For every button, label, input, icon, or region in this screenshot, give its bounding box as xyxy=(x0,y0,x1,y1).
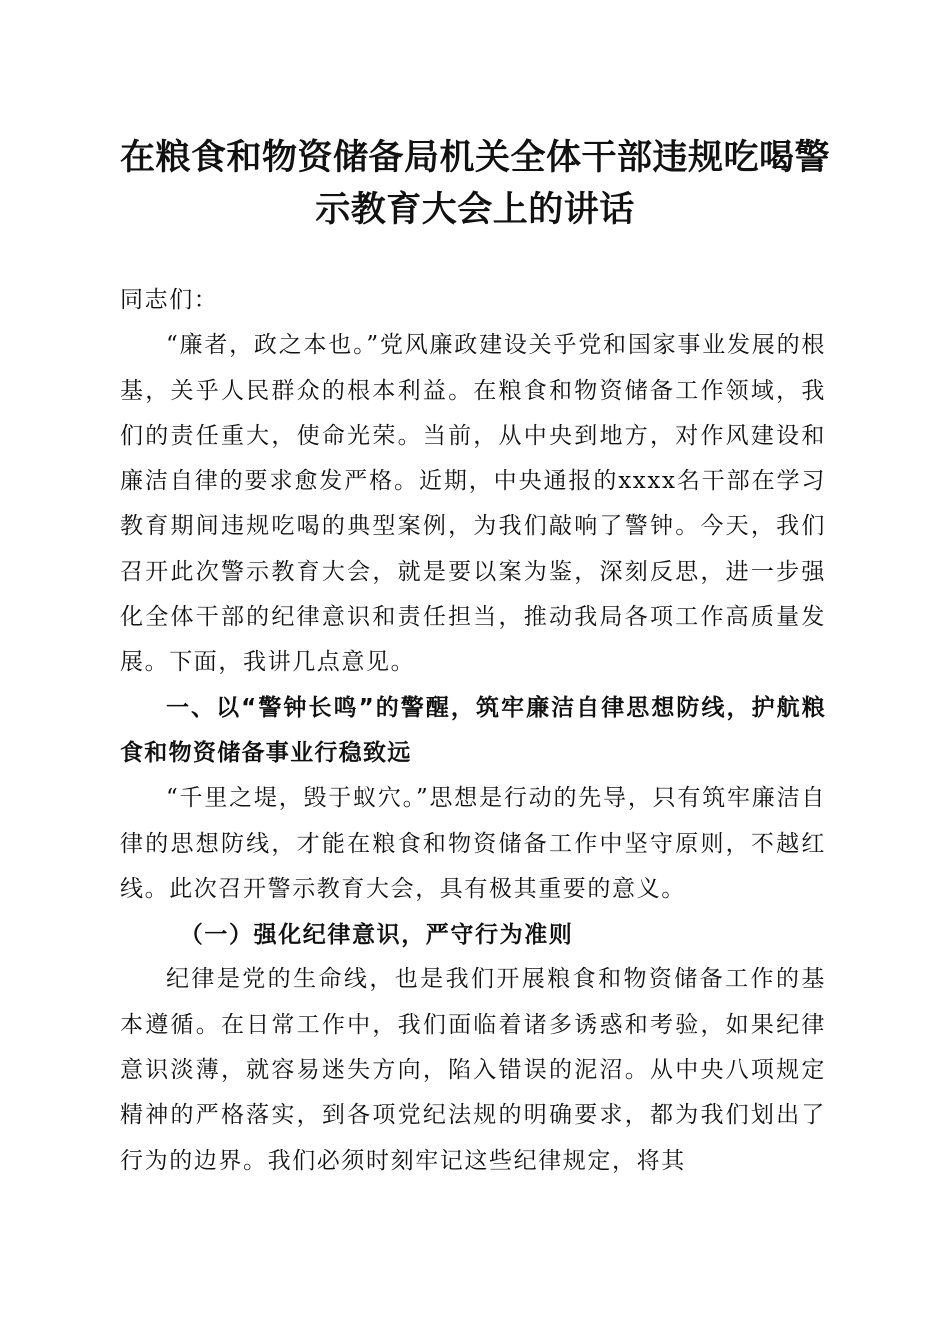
title-line-1: 在粮食和物资储备局机关全体干部违规吃喝警 xyxy=(119,137,830,178)
document-title xyxy=(100,132,850,236)
paragraph-section-1: “千里之堤，毁于蚁穴。”思想是行动的先导，只有筑牢廉洁自律的思想防线，才能在粮食和物资储备工作中坚守原则，不越红线。此次召开警示教育大会，具有极其重要的意义。 xyxy=(120,785,826,902)
document-body xyxy=(120,278,826,1184)
section-heading-1: 一、以“警钟长鸣”的警醒，筑牢廉洁自律思想防线，护航粮食和物资储备事业行稳致远 xyxy=(120,694,826,766)
salutation: 同志们： xyxy=(120,287,219,313)
subsection-heading-1: （一）强化纪律意识，严守行为准则 xyxy=(179,921,574,949)
paragraph-intro: “廉者，政之本也。”党风廉政建设关乎党和国家事业发展的根基，关乎人民群众的根本利益。在粮食和物资储备工作领域，我们的责任重大，使命光荣。当前，从中央到地方，对作风建设和廉洁自律的要求愈发严格。近期，中央通报的xxxx名干部在学习教育期间违规吃喝的典型案例，为我们敲响了警钟。今天，我们召开此次警示教育大会，就是要以案为鉴，深刻反思，进一步强化全体干部的纪律意识和责任担当，推动我局各项工作高质量发展。下面，我讲几点意见。 xyxy=(120,332,826,676)
title-line-2: 示教育大会上的讲话 xyxy=(315,189,635,230)
paragraph-subsection-1: 纪律是党的生命线，也是我们开展粮食和物资储备工作的基本遵循。在日常工作中，我们面临着诸多诱惑和考验，如果纪律意识淡薄，就容易迷失方向，陷入错误的泥沼。从中央八项规定精神的严格落实，到各项党纪法规的明确要求，都为我们划出了行为的边界。我们必须时刻牢记这些纪律规定，将其 xyxy=(120,966,826,1174)
